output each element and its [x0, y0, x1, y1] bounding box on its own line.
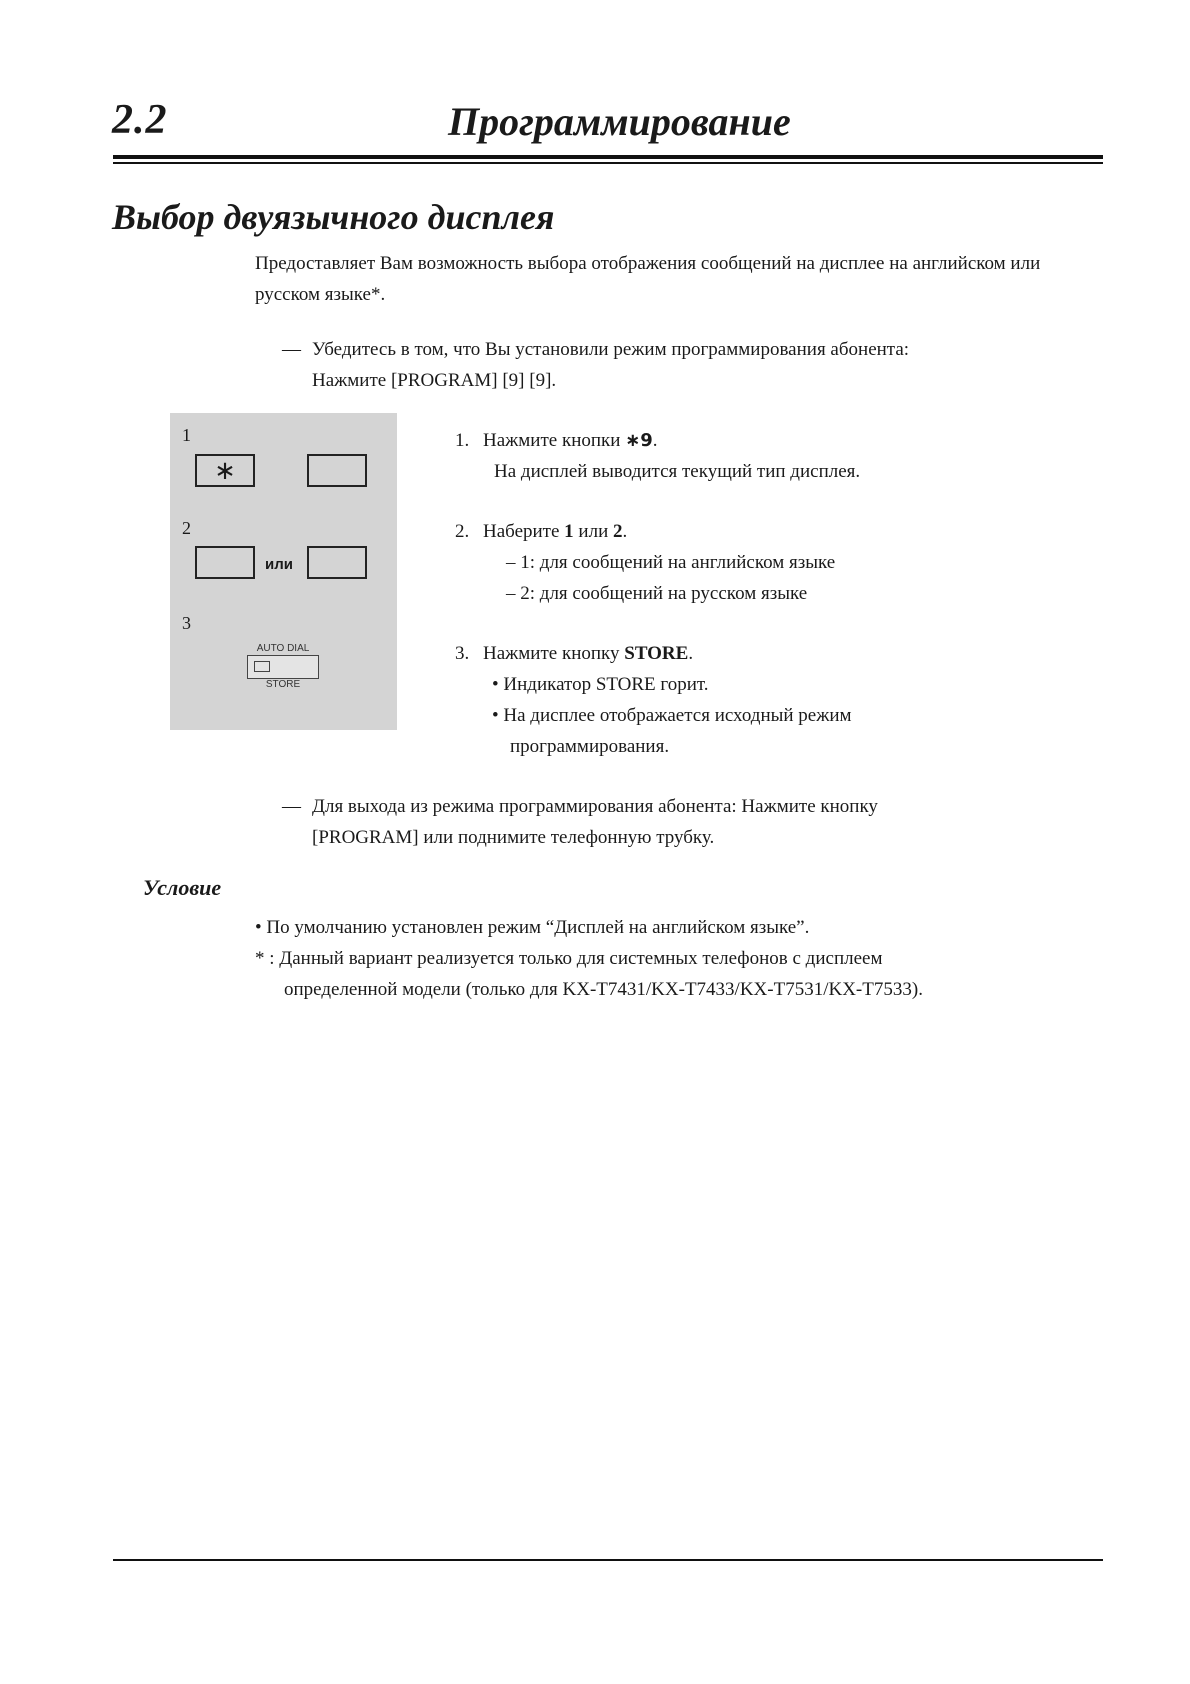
step-1-keys: ∗9	[625, 430, 653, 451]
step-2-option-2: – 2: для сообщений на русском языке	[506, 583, 808, 604]
store-button-illustration	[247, 643, 319, 691]
header-rule-thin	[113, 162, 1103, 164]
panel-step1-label: 1	[182, 425, 191, 445]
blank-key	[307, 454, 367, 487]
step-1-end: .	[652, 430, 658, 451]
section-title: Выбор двуязычного дисплея	[112, 197, 555, 237]
digit-key-left	[195, 546, 255, 579]
pre-note-line1: Убедитесь в том, что Вы установили режим программирования абонента:	[312, 339, 910, 360]
step-1-number: 1.	[455, 430, 470, 451]
footer-rule	[113, 1559, 1103, 1561]
step-2-end: .	[622, 521, 628, 542]
store-led-icon	[254, 661, 270, 672]
pre-note	[282, 334, 1042, 396]
step-2-or: или	[573, 521, 613, 542]
note-dash: —	[282, 339, 301, 360]
auto-dial-label: AUTO DIAL	[256, 643, 310, 654]
step-3-bullet-2b: программирования.	[510, 736, 670, 757]
post-note	[282, 791, 1042, 853]
step-3-number: 3.	[455, 643, 470, 664]
digit-key-right	[307, 546, 367, 579]
step-2-key2: 2	[613, 521, 623, 542]
step-2-number: 2.	[455, 521, 470, 542]
keypad-illustration	[170, 413, 397, 730]
store-label: STORE	[265, 679, 301, 690]
step-3	[455, 638, 693, 669]
step-3-bullet-2a: • На дисплее отображается исходный режим	[492, 705, 852, 726]
note-dash: —	[282, 796, 301, 817]
or-label: или	[265, 556, 293, 573]
step-3-bullet-1: • Индикатор STORE горит.	[492, 674, 709, 695]
intro-paragraph: Предоставляет Вам возможность выбора отображения сообщений на дисплее на английском или русском языке*.	[255, 253, 1041, 305]
step-2-text: Наберите	[483, 521, 565, 542]
step-2-key1: 1	[564, 521, 574, 542]
footnote-line1: * : Данный вариант реализуется только для системных телефонов с дисплеем	[255, 948, 883, 969]
step-3-end: .	[688, 643, 694, 664]
step-3-text: Нажмите кнопку	[483, 643, 625, 664]
step-1-text: Нажмите кнопки	[483, 430, 626, 451]
panel-step3-label: 3	[182, 613, 191, 633]
pre-note-line2: Нажмите [PROGRAM] [9] [9].	[312, 370, 557, 391]
section-number: 2.2	[112, 97, 168, 143]
conditions-title: Условие	[143, 875, 222, 900]
chapter-title: Программирование	[448, 99, 791, 144]
step-2-option-1: – 1: для сообщений на английском языке	[506, 552, 836, 573]
star-key: ∗	[195, 454, 255, 487]
panel-step2-label: 2	[182, 518, 191, 538]
store-button-body	[247, 655, 319, 679]
conditions-bullet: • По умолчанию установлен режим “Дисплей на английском языке”.	[255, 917, 810, 938]
step-3-key: STORE	[624, 643, 689, 664]
post-note-line2: [PROGRAM] или поднимите телефонную трубку.	[312, 827, 715, 848]
header-rule-thick	[113, 155, 1103, 159]
step-1	[455, 425, 658, 456]
post-note-line1: Для выхода из режима программирования абонента: Нажмите кнопку	[312, 796, 878, 817]
footnote-line2: определенной модели (только для KX-T7431/KX-T7433/KX-T7531/KX-T7533).	[284, 979, 923, 1000]
step-2	[455, 516, 627, 547]
step-1-detail: На дисплей выводится текущий тип дисплея.	[494, 461, 861, 482]
